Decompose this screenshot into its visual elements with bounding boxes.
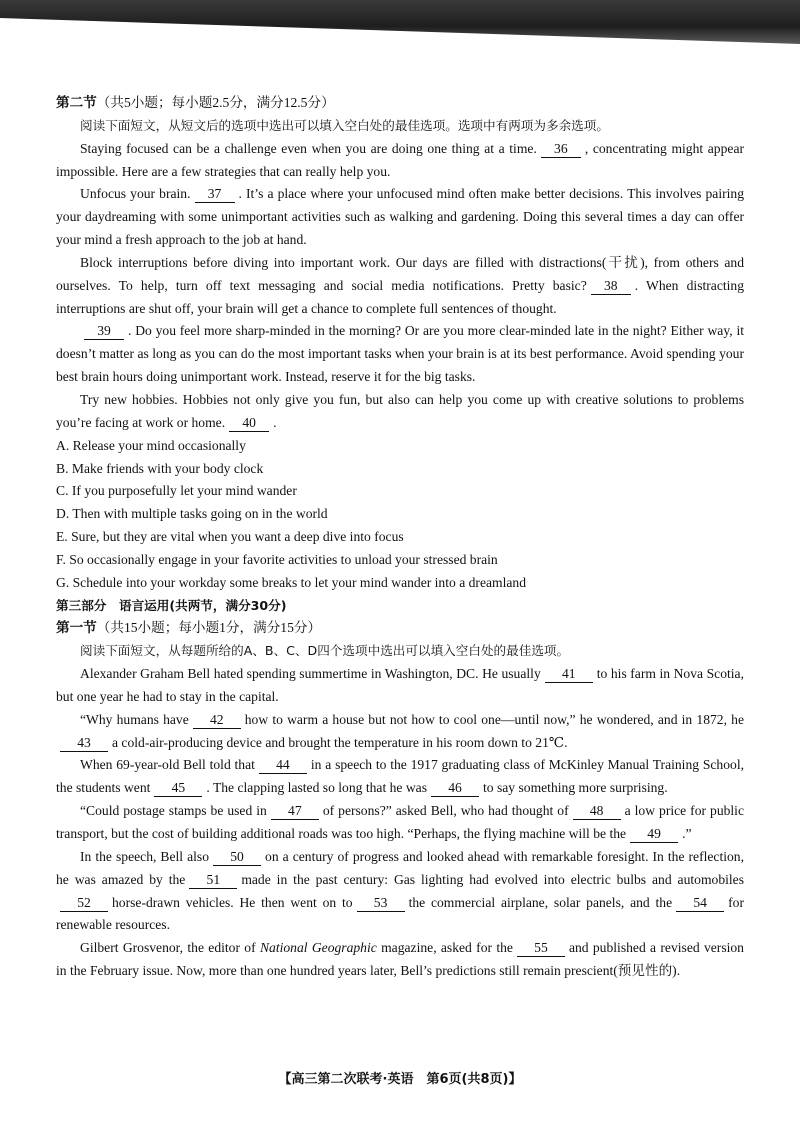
blank-44: 44 bbox=[259, 757, 307, 774]
blank-52: 52 bbox=[60, 895, 108, 912]
cloze-paragraph: “Why humans have 42 how to warm a house but not how to cool one—until now,” he wondered, and in 1872, he43 a cold-air-producing device and brought the temperature in his room down to 21℃. bbox=[56, 709, 744, 755]
blank-51: 51 bbox=[189, 872, 237, 889]
option-d: D. Then with multiple tasks going on in the world bbox=[56, 506, 328, 522]
option-b: B. Make friends with your body clock bbox=[56, 460, 264, 476]
passage-paragraph: Staying focused can be a challenge even when you are doing one thing at a time. 36 , concentrating might appear impossible. Here are a few strategies that can really help you. bbox=[56, 140, 744, 179]
blank-42: 42 bbox=[193, 712, 241, 729]
part-3-section-1-heading: 第一节（共15小题；每小题1分，满分15分） bbox=[56, 620, 322, 636]
section-2-instruction: 阅读下面短文，从短文后的选项中选出可以填入空白处的最佳选项。选项中有两项为多余选项。 bbox=[80, 117, 609, 133]
magazine-title: National Geographic bbox=[259, 940, 377, 956]
page-footer: 【高三第二次联考·英语 第6页(共8页)】 bbox=[278, 1072, 522, 1087]
blank-49: 49 bbox=[630, 826, 678, 843]
blank-46: 46 bbox=[431, 780, 479, 797]
blank-48: 48 bbox=[573, 803, 621, 820]
blank-55: 55 bbox=[517, 940, 565, 957]
blank-45: 45 bbox=[154, 780, 202, 797]
cloze-paragraph: In the speech, Bell also 50 on a century of progress and looked ahead with remarkable foresight. In the reflection, he was amazed by the 51 made in the past century: Gas lighting had evolved into electric bulbs and automobiles52 horse-drawn vehicles. He then went on to 53 the commercial airplane, solar panels, and the 54 for renewable resources. bbox=[56, 848, 744, 933]
exam-page bbox=[56, 92, 744, 983]
blank-40: 40 bbox=[229, 415, 269, 432]
section-2-heading: 第二节（共5小题；每小题2.5分，满分12.5分） bbox=[56, 95, 335, 110]
cloze-paragraph: “Could postage stamps be used in 47 of persons?” asked Bell, who had thought of 48 a low price for public transport, but the cost of building additional roads was too high. “Perhaps, the flying machine will be the 49 .” bbox=[56, 803, 744, 841]
option-c: C. If you purposefully let your mind wander bbox=[56, 483, 297, 499]
blank-50: 50 bbox=[213, 849, 261, 866]
passage-paragraph: Unfocus your brain. 37 . It’s a place where your unfocused mind often make better decisions. This involves pairing your daydreaming with some unimportant activities such as walking and gardening. Doing this several times a day can offer your mind a fresh approach to the job at hand. bbox=[56, 186, 744, 248]
blank-37: 37 bbox=[195, 186, 235, 203]
blank-39: 39 bbox=[84, 323, 124, 340]
blank-41: 41 bbox=[545, 666, 593, 683]
blank-43: 43 bbox=[60, 735, 108, 752]
blank-54: 54 bbox=[676, 895, 724, 912]
cloze-paragraph: When 69-year-old Bell told that 44 in a speech to the 1917 graduating class of McKinley Manual Training School, the students went 45 . The clapping lasted so long that he was 46 to say something more surprising. bbox=[56, 757, 744, 796]
scan-edge-shadow bbox=[0, 0, 800, 44]
blank-38: 38 bbox=[591, 278, 631, 295]
option-g: G. Schedule into your workday some breaks to let your mind wander into a dreamland bbox=[56, 574, 526, 590]
option-a: A. Release your mind occasionally bbox=[56, 437, 246, 453]
blank-36: 36 bbox=[541, 141, 581, 158]
option-e: E. Sure, but they are vital when you want a deep dive into focus bbox=[56, 529, 404, 545]
passage-paragraph: Block interruptions before diving into important work. Our days are filled with distractions(干扰), from others and ourselves. To help, turn off text messaging and social media notifications. Pretty basic? 38 . When distracting interruptions are shut off, your brain will get a chance to complete full sentences of thought. bbox=[56, 254, 745, 316]
blank-53: 53 bbox=[357, 895, 405, 912]
passage-paragraph: Try new hobbies. Hobbies not only give you fun, but also can help you come up with creative solutions to problems you’re facing at work or home. 40 . bbox=[56, 391, 744, 430]
passage-paragraph: 39 . Do you feel more sharp-minded in the morning? Or are you more clear-minded late in the night? Either way, it doesn’t matter as long as you can do the most important tasks when your brain is at its best performance. Avoid spending your best brain hours doing unimportant work. Instead, reserve it for the big tasks. bbox=[56, 323, 744, 385]
cloze-paragraph: Alexander Graham Bell hated spending summertime in Washington, DC. He usually 41 to his farm in Nova Scotia, but one year he had to stay in the capital. bbox=[56, 666, 744, 704]
cloze-paragraph: Gilbert Grosvenor, the editor of National Geographic magazine, asked for the 55 and published a revised version in the February issue. Now, more than one hundred years later, Bell’s predictions still remain prescient(预见性的). bbox=[56, 940, 744, 979]
option-f: F. So occasionally engage in your favorite activities to unload your stressed brain bbox=[56, 551, 498, 567]
blank-47: 47 bbox=[271, 803, 319, 820]
part-3-heading: 第三部分 语言运用(共两节，满分30分) bbox=[56, 597, 287, 613]
part-3-instruction: 阅读下面短文，从每题所给的A、B、C、D四个选项中选出可以填入空白处的最佳选项。 bbox=[80, 643, 570, 659]
